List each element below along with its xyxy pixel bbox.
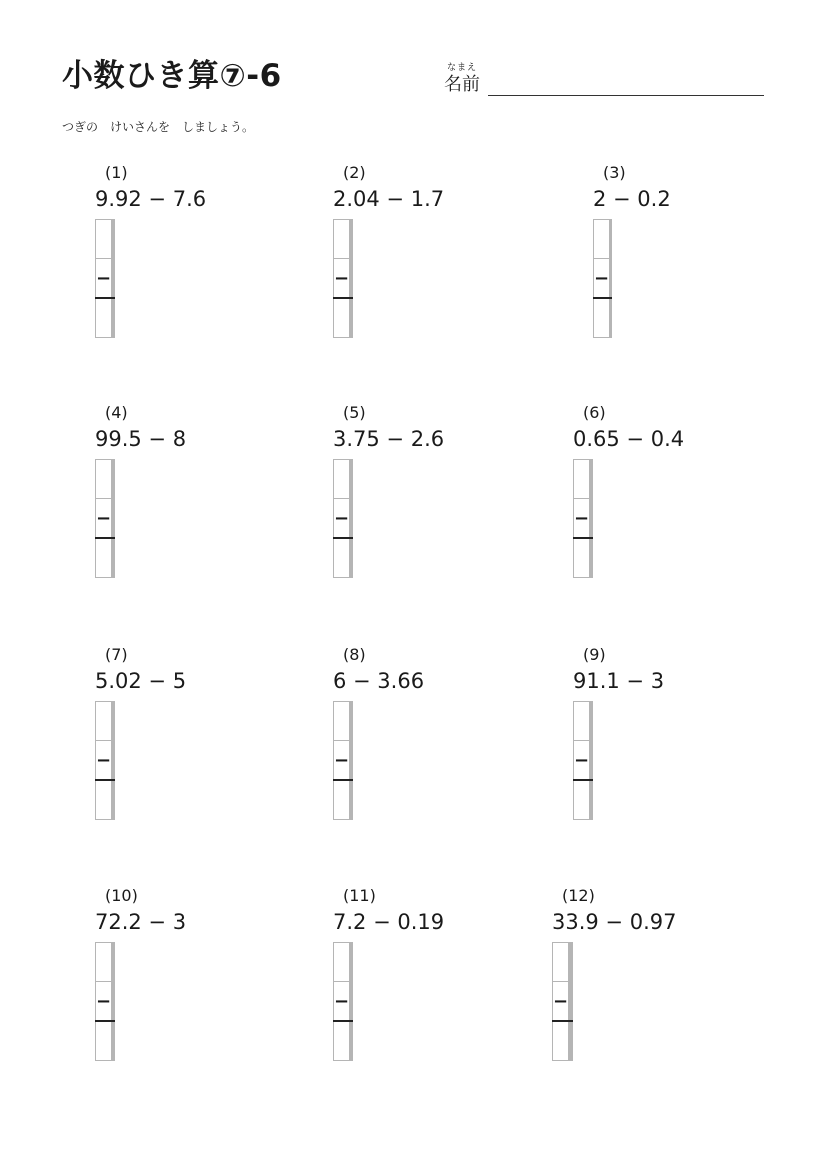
grid-cell[interactable] (96, 780, 112, 820)
grid-cell[interactable] (334, 780, 350, 820)
grid-cell[interactable] (114, 982, 115, 1022)
grid-row (96, 780, 115, 820)
grid-cell[interactable] (592, 741, 593, 781)
answer-grid (573, 459, 593, 578)
grid-row (594, 298, 612, 338)
grid-cell[interactable] (352, 259, 353, 299)
grid-row (96, 1021, 115, 1061)
grid-cell[interactable] (592, 460, 593, 499)
grid-cell[interactable] (574, 499, 590, 539)
problem-expression: 2 − 0.2 (593, 187, 671, 211)
grid-row (574, 499, 593, 539)
grid-cell[interactable] (334, 741, 350, 781)
grid-row (96, 982, 115, 1022)
grid-cell[interactable] (96, 741, 112, 781)
grid-cell[interactable] (574, 460, 590, 499)
grid-cell[interactable] (334, 499, 350, 539)
grid-row (574, 741, 593, 781)
grid-cell[interactable] (574, 780, 590, 820)
answer-grid (333, 942, 353, 1061)
name-field[interactable] (444, 60, 766, 100)
grid-cell[interactable] (96, 1021, 112, 1061)
grid-row (96, 702, 115, 741)
grid-row (574, 460, 593, 499)
grid-cell[interactable] (334, 1021, 350, 1061)
grid-row (334, 538, 353, 578)
grid-cell[interactable] (592, 702, 593, 741)
grid-cell[interactable] (334, 538, 350, 578)
problem-number: (6) (583, 403, 606, 422)
grid-row (334, 298, 353, 338)
grid-cell[interactable] (352, 982, 353, 1022)
minus-sign: − (96, 990, 112, 1012)
grid-cell[interactable] (96, 702, 112, 741)
problem-expression: 91.1 − 3 (573, 669, 665, 693)
grid-cell[interactable] (572, 1021, 573, 1061)
grid-row (553, 982, 573, 1022)
minus-sign: − (96, 507, 112, 529)
grid-row (334, 982, 353, 1022)
minus-sign: − (553, 990, 569, 1012)
grid-cell[interactable] (594, 220, 610, 259)
grid-cell[interactable] (334, 298, 350, 338)
grid-cell[interactable] (594, 298, 610, 338)
answer-grid (95, 219, 115, 338)
grid-cell[interactable] (96, 460, 112, 499)
grid-cell[interactable] (352, 741, 353, 781)
problem-expression: 6 − 3.66 (333, 669, 425, 693)
grid-cell[interactable] (594, 259, 610, 299)
grid-row (334, 943, 353, 982)
problem-expression: 3.75 − 2.6 (333, 427, 445, 451)
problem-number: (2) (343, 163, 366, 182)
grid-row (96, 538, 115, 578)
instruction-text: つぎの けいさんを しましょう。 (62, 120, 255, 134)
problem-number: (5) (343, 403, 366, 422)
grid-row (574, 780, 593, 820)
grid-cell[interactable] (114, 538, 115, 578)
answer-grid (95, 942, 115, 1061)
problem-number: (4) (105, 403, 128, 422)
problem-expression: 9.92 − 7.6 (95, 187, 207, 211)
grid-row (96, 259, 115, 299)
grid-cell[interactable] (574, 538, 590, 578)
problem-expression: 33.9 − 0.97 (552, 910, 677, 934)
grid-row (594, 220, 612, 259)
answer-grid (333, 459, 353, 578)
problem-number: (7) (105, 645, 128, 664)
problem-expression: 0.65 − 0.4 (573, 427, 685, 451)
answer-grid (593, 219, 612, 338)
minus-sign: − (96, 749, 112, 771)
grid-row (553, 1021, 573, 1061)
grid-cell[interactable] (334, 702, 350, 741)
name-write-line[interactable] (488, 95, 764, 96)
problem-expression: 72.2 − 3 (95, 910, 187, 934)
grid-cell[interactable] (114, 220, 115, 259)
grid-cell[interactable] (611, 298, 612, 338)
grid-cell[interactable] (611, 220, 612, 259)
grid-cell[interactable] (553, 943, 569, 982)
worksheet-title: 小数ひき算⑦-6 (62, 58, 282, 94)
grid-cell[interactable] (114, 1021, 115, 1061)
problem-number: (1) (105, 163, 128, 182)
grid-cell[interactable] (352, 538, 353, 578)
problem-number: (3) (603, 163, 626, 182)
grid-cell[interactable] (352, 780, 353, 820)
problem-expression: 2.04 − 1.7 (333, 187, 445, 211)
grid-row (96, 741, 115, 781)
grid-cell[interactable] (334, 943, 350, 982)
grid-cell[interactable] (572, 943, 573, 982)
answer-grid (333, 219, 353, 338)
problem-number: (9) (583, 645, 606, 664)
grid-cell[interactable] (334, 259, 350, 299)
grid-cell[interactable] (352, 943, 353, 982)
grid-row (334, 220, 353, 259)
grid-row (96, 298, 115, 338)
grid-cell[interactable] (114, 780, 115, 820)
grid-cell[interactable] (114, 943, 115, 982)
grid-row (334, 702, 353, 741)
grid-cell[interactable] (352, 298, 353, 338)
minus-sign: − (334, 749, 350, 771)
minus-sign: − (96, 267, 112, 289)
answer-grid (333, 701, 353, 820)
grid-row (334, 780, 353, 820)
minus-sign: − (594, 267, 610, 289)
grid-cell[interactable] (592, 538, 593, 578)
grid-cell[interactable] (574, 741, 590, 781)
problem-number: (8) (343, 645, 366, 664)
grid-cell[interactable] (352, 220, 353, 259)
grid-cell[interactable] (334, 982, 350, 1022)
grid-cell[interactable] (114, 460, 115, 499)
grid-row (334, 1021, 353, 1061)
grid-row (574, 538, 593, 578)
grid-row (553, 943, 573, 982)
grid-cell[interactable] (352, 460, 353, 499)
problem-number: (10) (105, 886, 138, 905)
grid-row (96, 943, 115, 982)
grid-row (334, 741, 353, 781)
answer-grid (95, 701, 115, 820)
grid-cell[interactable] (553, 1021, 569, 1061)
grid-row (334, 259, 353, 299)
name-label: 名前 (444, 74, 480, 95)
answer-grid (552, 942, 573, 1061)
grid-row (96, 499, 115, 539)
grid-row (594, 259, 612, 299)
grid-cell[interactable] (592, 499, 593, 539)
problem-expression: 7.2 − 0.19 (333, 910, 445, 934)
grid-cell[interactable] (553, 982, 569, 1022)
name-furigana: なまえ (447, 63, 478, 73)
grid-cell[interactable] (611, 259, 612, 299)
grid-cell[interactable] (574, 702, 590, 741)
minus-sign: − (574, 507, 590, 529)
grid-cell[interactable] (96, 298, 112, 338)
answer-grid (573, 701, 593, 820)
grid-cell[interactable] (114, 259, 115, 299)
minus-sign: − (334, 990, 350, 1012)
grid-cell[interactable] (96, 259, 112, 299)
grid-cell[interactable] (334, 220, 350, 259)
grid-row (96, 220, 115, 259)
problem-expression: 99.5 − 8 (95, 427, 187, 451)
minus-sign: − (334, 267, 350, 289)
grid-cell[interactable] (352, 1021, 353, 1061)
grid-cell[interactable] (334, 460, 350, 499)
grid-row (574, 702, 593, 741)
grid-cell[interactable] (96, 499, 112, 539)
problem-number: (11) (343, 886, 376, 905)
grid-row (334, 460, 353, 499)
grid-cell[interactable] (114, 298, 115, 338)
grid-cell[interactable] (572, 982, 573, 1022)
grid-cell[interactable] (96, 220, 112, 259)
grid-cell[interactable] (114, 499, 115, 539)
grid-row (96, 460, 115, 499)
grid-cell[interactable] (114, 741, 115, 781)
grid-cell[interactable] (96, 982, 112, 1022)
grid-cell[interactable] (352, 499, 353, 539)
minus-sign: − (334, 507, 350, 529)
grid-cell[interactable] (114, 702, 115, 741)
grid-cell[interactable] (96, 943, 112, 982)
grid-cell[interactable] (352, 702, 353, 741)
grid-row (334, 499, 353, 539)
minus-sign: − (574, 749, 590, 771)
problem-expression: 5.02 − 5 (95, 669, 187, 693)
answer-grid (95, 459, 115, 578)
problem-number: (12) (562, 886, 595, 905)
grid-cell[interactable] (592, 780, 593, 820)
grid-cell[interactable] (96, 538, 112, 578)
